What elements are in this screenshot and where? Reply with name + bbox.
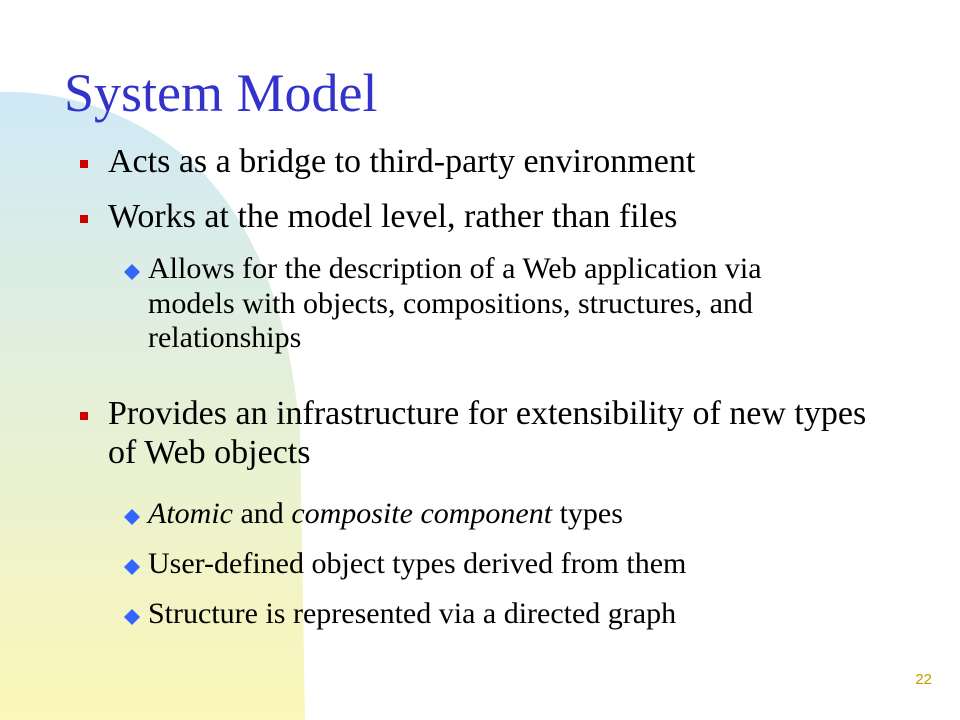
diamond-bullet-icon: [122, 262, 142, 282]
atomic-term: Atomic: [148, 497, 233, 530]
slide-title: System Model: [64, 63, 378, 123]
composite-component-term: composite component: [291, 497, 553, 530]
types-text: types: [552, 497, 623, 530]
sub-bullet-text: [148, 497, 888, 532]
bullet-text: Provides an infrastructure for extensibility of new types of Web objects: [108, 395, 867, 472]
connector-text: and: [232, 497, 292, 530]
square-bullet-icon: [80, 160, 88, 168]
sub-bullet-text: Allows for the description of a Web application via models with objects, compositions, structures, and relationships: [148, 252, 762, 354]
diamond-bullet-icon: [122, 607, 142, 627]
page-number: 22: [915, 671, 932, 688]
sub-bullet-text: User-defined object types derived from them: [148, 547, 687, 580]
square-bullet-icon: [80, 215, 88, 223]
diamond-bullet-icon: [122, 557, 142, 577]
square-bullet-icon: [80, 412, 88, 420]
diamond-bullet-icon: [122, 507, 142, 527]
bullet-text: Works at the model level, rather than files: [108, 198, 678, 235]
sub-bullet-text: Structure is represented via a directed graph: [148, 597, 677, 630]
bullet-text: Acts as a bridge to third-party environment: [108, 143, 696, 180]
